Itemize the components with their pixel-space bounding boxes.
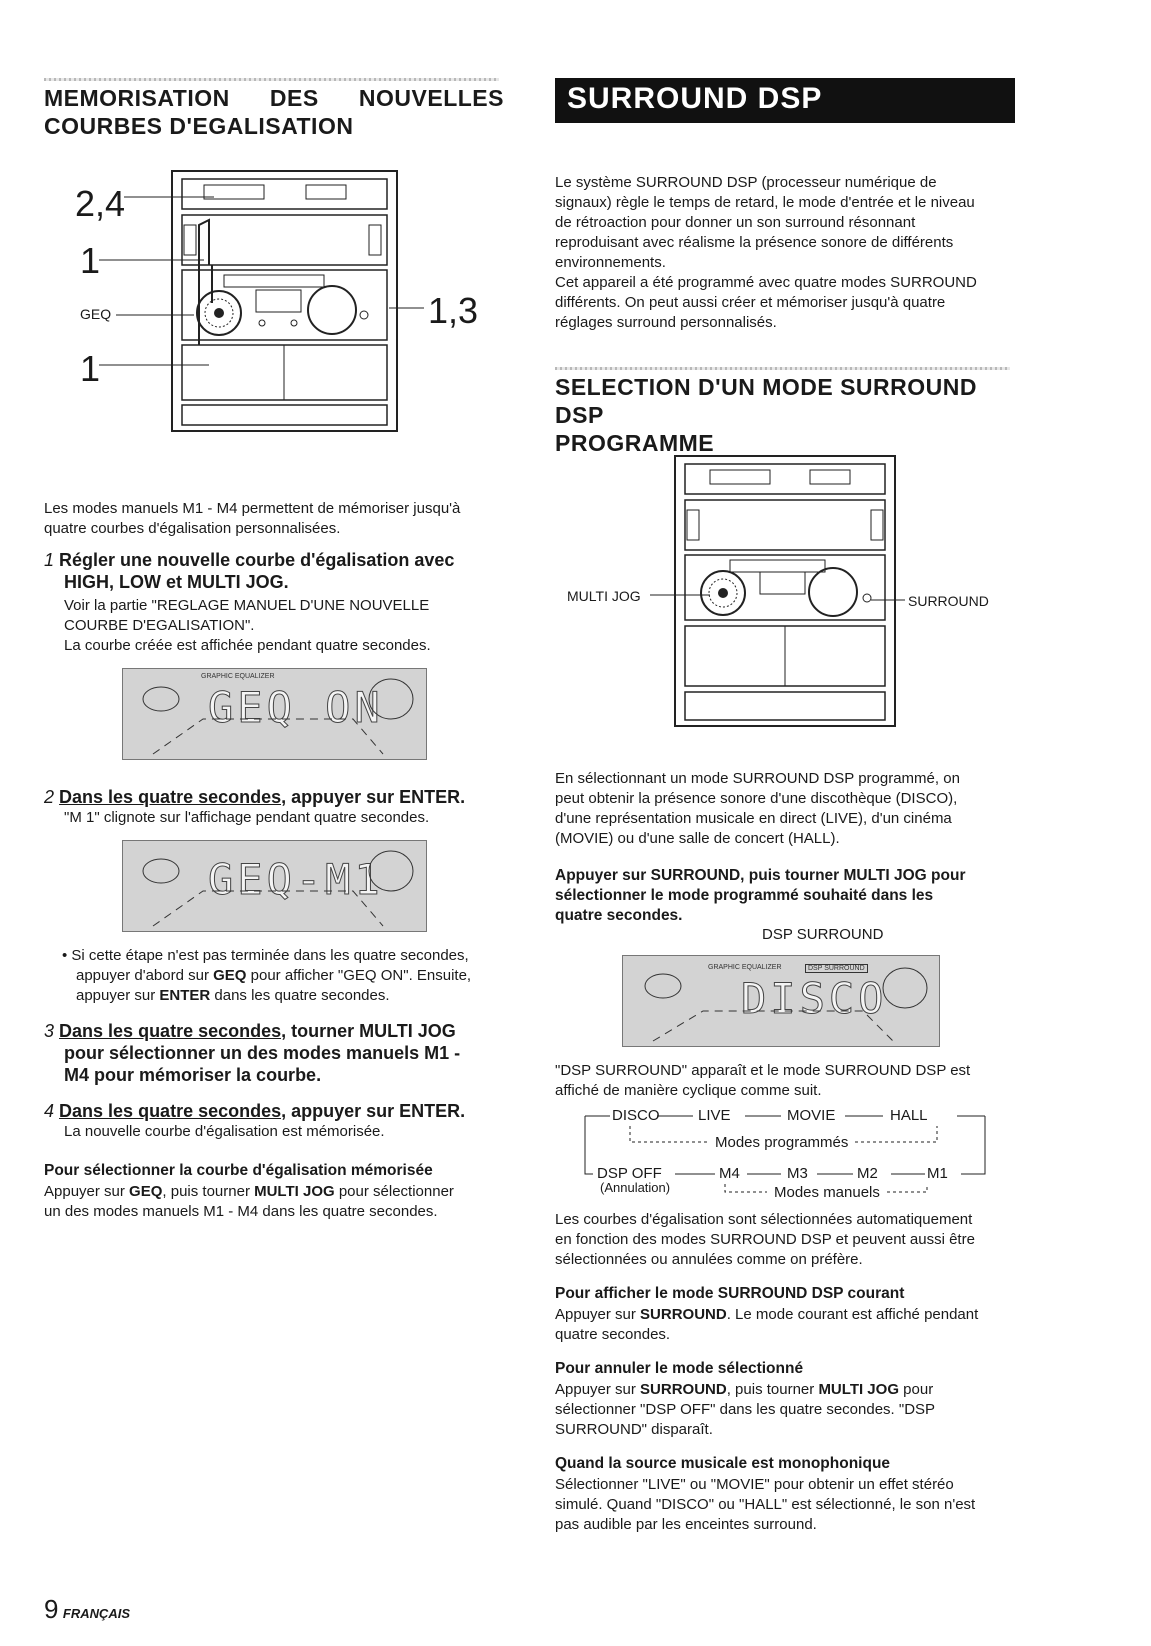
- left-sub-text: Appuyer sur GEQ, puis tourner MULTI JOG pour sélectionner un des modes manuels M1 - M4 dans les quatre secondes.: [44, 1183, 454, 1220]
- left-intro: Les modes manuels M1 - M4 permettent de mémoriser jusqu'à quatre courbes d'égalisation personnalisées.: [44, 500, 461, 537]
- modes-programmes: Modes programmés: [715, 1134, 849, 1151]
- mode-m4: M4: [719, 1165, 740, 1182]
- s1-heading: Pour afficher le mode SURROUND DSP courant: [555, 1285, 905, 1302]
- section-banner: SURROUND DSP: [555, 78, 1015, 123]
- label-geq: GEQ: [80, 306, 112, 322]
- label-1a: 1: [80, 240, 101, 281]
- lcd-decoration: [123, 669, 428, 761]
- display-small-label-1: GRAPHIC EQUALIZER: [708, 964, 782, 971]
- right-intro: Le système SURROUND DSP (processeur numérique de signaux) règle le temps de retard, le mode d'entrée et le niveau de rétroaction pour donner un son surround résonnant reproduisant avec réalisme la présence sonore de différents environnements. Cet appareil a été programmé avec quatre modes SURROUND différents. On peut aussi créer et mémoriser jusqu'à quatre réglages surround personnalisés.: [555, 174, 977, 331]
- right-para2: En sélectionnant un mode SURROUND DSP programmé, on peut obtenir la présence sonore d'une discothèque (DISCO), d'une représentation musicale en direct (LIVE), d'un cinéma (MOVIE) ou d'une salle de concert (HALL).: [555, 770, 960, 847]
- left-sub-heading: Pour sélectionner la courbe d'égalisation mémorisée: [44, 1162, 433, 1179]
- lcd-decoration: [623, 956, 941, 1048]
- step-1-desc: Voir la partie "REGLAGE MANUEL D'UNE NOUVELLE COURBE D'EGALISATION". La courbe créée est affichée pendant quatre secondes.: [64, 597, 431, 654]
- label-surround: SURROUND: [908, 593, 989, 609]
- lcd-display-geq-on: [122, 668, 427, 760]
- mode-movie: MOVIE: [787, 1107, 836, 1124]
- modes-manuels: Modes manuels: [774, 1184, 880, 1201]
- mode-dsp-off: DSP OFF: [597, 1165, 662, 1182]
- page-footer: [44, 1594, 130, 1625]
- display-text: GEQ ON: [208, 683, 384, 732]
- dsp-surround-label: DSP SURROUND: [762, 926, 884, 943]
- lcd-decoration: [123, 841, 428, 933]
- s2-text: Appuyer sur SURROUND, puis tourner MULTI JOG pour sélectionner "DSP OFF" dans les quatre secondes. "DSP SURROUND" disparaît.: [555, 1381, 936, 1438]
- mode-hall: HALL: [890, 1107, 928, 1124]
- cycle-text: "DSP SURROUND" apparaît et le mode SURROUND DSP est affiché de manière cyclique comme suit.: [555, 1062, 971, 1099]
- right-instruction: Appuyer sur SURROUND, puis tourner MULTI JOG pour sélectionner le mode programmé souhaité dans les quatre secondes.: [555, 867, 966, 924]
- step-1: 1 Régler une nouvelle courbe d'égalisation avec HIGH, LOW et MULTI JOG.: [44, 550, 455, 592]
- page-language: FRANÇAIS: [62, 1606, 131, 1621]
- right-heading: SELECTION D'UN MODE SURROUND DSP PROGRAMME: [555, 374, 977, 456]
- mode-m2: M2: [857, 1165, 878, 1182]
- left-heading: MEMORISATION DES NOUVELLES COURBES D'EGALISATION: [44, 85, 504, 139]
- step-2-desc: "M 1" clignote sur l'affichage pendant quatre secondes.: [64, 809, 430, 826]
- label-24: 2,4: [75, 183, 126, 224]
- s3-text: Sélectionner "LIVE" ou "MOVIE" pour obtenir un effet stéréo simulé. Quand "DISCO" ou "HALL" est sélectionné, le son n'est pas audible par les enceintes surround.: [555, 1476, 976, 1533]
- mode-live: LIVE: [698, 1107, 731, 1124]
- step-4: 4 Dans les quatre secondes, appuyer sur ENTER.: [44, 1101, 466, 1121]
- label-1b: 1: [80, 348, 101, 389]
- label-13: 1,3: [428, 290, 479, 331]
- step-2: 2 Dans les quatre secondes, appuyer sur ENTER.: [44, 787, 466, 807]
- label-multi-jog: MULTI JOG: [567, 588, 641, 604]
- mode-cycle-diagram: [555, 1104, 1015, 1202]
- display-small-label: GRAPHIC EQUALIZER: [201, 673, 275, 680]
- lcd-display-disco: [622, 955, 940, 1047]
- annulation-label: (Annulation): [600, 1180, 671, 1195]
- mode-m3: M3: [787, 1165, 808, 1182]
- page-number: 9: [44, 1594, 59, 1624]
- s1-text: Appuyer sur SURROUND. Le mode courant est affiché pendant quatre secondes.: [555, 1306, 979, 1343]
- step-4-desc: La nouvelle courbe d'égalisation est mémorisée.: [64, 1123, 385, 1140]
- note: • Si cette étape n'est pas terminée dans les quatre secondes, appuyer d'abord sur GEQ pour afficher "GEQ ON". Ensuite, appuyer sur ENTER dans les quatre secondes.: [62, 946, 502, 1006]
- right-para3: Les courbes d'égalisation sont sélectionnées automatiquement en fonction des modes SURROUND DSP et peuvent aussi être sélectionnées ou annulées comme on préfère.: [555, 1211, 975, 1268]
- display-small-label-2: DSP SURROUND: [805, 964, 868, 973]
- step-3: 3 Dans les quatre secondes, tourner MULTI JOG pour sélectionner un des modes manuels M1 - M4 pour mémoriser la courbe.: [44, 1021, 461, 1085]
- lcd-display-geq-m1: [122, 840, 427, 932]
- display-text: DISCO: [741, 974, 888, 1023]
- mode-disco: DISCO: [612, 1107, 660, 1124]
- mode-m1: M1: [927, 1165, 948, 1182]
- s3-heading: Quand la source musicale est monophonique: [555, 1455, 891, 1472]
- s2-heading: Pour annuler le mode sélectionné: [555, 1360, 804, 1377]
- display-text: GEQ-M1: [208, 855, 384, 904]
